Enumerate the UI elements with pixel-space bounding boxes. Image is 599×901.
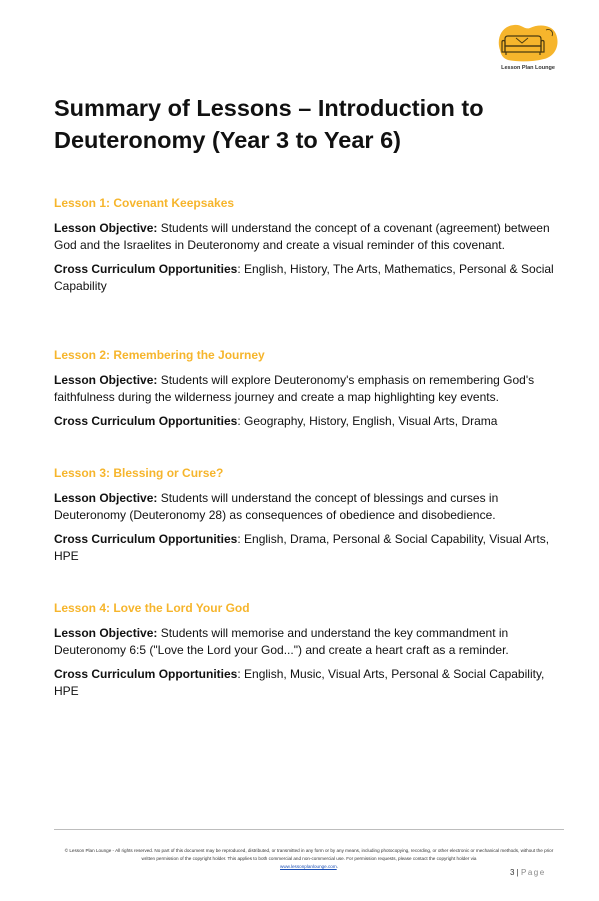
objective-label: Lesson Objective: <box>54 221 158 235</box>
website-link[interactable]: www.lessonplanlounge.com <box>280 864 337 869</box>
page-separator: | <box>514 868 521 877</box>
lesson-objective <box>54 372 564 405</box>
cross-curriculum-text: : Geography, History, English, Visual Arts, Drama <box>237 414 498 428</box>
cross-curriculum-label: Cross Curriculum Opportunities <box>54 262 238 276</box>
objective-text: Students will explore Deuteronomy's emphasis on remembering God's faithfulness during the wilderness journey and create a map highlighting key events. <box>54 373 535 404</box>
cross-curriculum-label: Cross Curriculum Opportunities <box>54 414 238 428</box>
copyright-text: © Lesson Plan Lounge - All rights reserved. No part of this document may be reproduced, distributed, or transmitted in any form or by any means, including photocopying, recording, or other electronic or mechanical methods, without the prior written permission of the copyright holder. This applies to both commercial and non-commercial use. For permission requests, please contact the copyright holder via <box>64 848 554 861</box>
lesson-section-3 <box>54 465 564 572</box>
page-title: Summary of Lessons – Introduction to Deuteronomy (Year 3 to Year 6) <box>54 95 484 153</box>
lesson-objective <box>54 625 564 658</box>
objective-label: Lesson Objective: <box>54 626 158 640</box>
lesson-heading: Lesson 1: Covenant Keepsakes <box>54 196 235 210</box>
logo-text: Lesson Plan Lounge <box>501 65 555 71</box>
lesson-objective <box>54 220 564 253</box>
page-word: Page <box>520 868 546 877</box>
cross-curriculum-label: Cross Curriculum Opportunities <box>54 532 238 546</box>
cross-curriculum-text: : English, Music, Visual Arts, Personal & Social Capability, HPE <box>54 667 545 698</box>
couch-icon <box>494 20 562 66</box>
cross-curriculum <box>54 413 564 430</box>
cross-curriculum <box>54 261 564 294</box>
cross-curriculum <box>54 531 564 564</box>
objective-text: Students will understand the concept of blessings and curses in Deuteronomy (Deuteronomy 28) as consequences of obedience and disobedience. <box>54 491 499 522</box>
footer-copyright <box>58 847 560 871</box>
objective-text: Students will understand the concept of a covenant (agreement) between God and the Israelites in Deuteronomy and create a visual reminder of this covenant. <box>54 221 550 252</box>
page-number <box>510 868 566 877</box>
cross-curriculum-text: : English, Drama, Personal & Social Capability, Visual Arts, HPE <box>54 532 550 563</box>
cross-curriculum <box>54 666 564 699</box>
lesson-section-2 <box>54 347 564 438</box>
objective-label: Lesson Objective: <box>54 491 158 505</box>
lesson-heading: Lesson 4: Love the Lord Your God <box>54 601 250 615</box>
objective-text: Students will memorise and understand the key commandment in Deuteronomy 6:5 ("Love the Lord your God...") and create a heart craft as a reminder. <box>54 626 509 657</box>
footer-divider <box>54 829 564 830</box>
lesson-heading: Lesson 3: Blessing or Curse? <box>54 466 224 480</box>
lesson-heading: Lesson 2: Remembering the Journey <box>54 348 265 362</box>
lesson-objective <box>54 490 564 523</box>
objective-label: Lesson Objective: <box>54 373 158 387</box>
lesson-plan-lounge-logo <box>494 20 562 76</box>
cross-curriculum-text: : English, History, The Arts, Mathematics, Personal & Social Capability <box>54 262 554 293</box>
lesson-section-4 <box>54 600 564 707</box>
cross-curriculum-label: Cross Curriculum Opportunities <box>54 667 238 681</box>
link-suffix: . <box>336 864 338 869</box>
page-number-value: 3 <box>510 868 515 877</box>
lesson-section-1 <box>54 195 564 302</box>
